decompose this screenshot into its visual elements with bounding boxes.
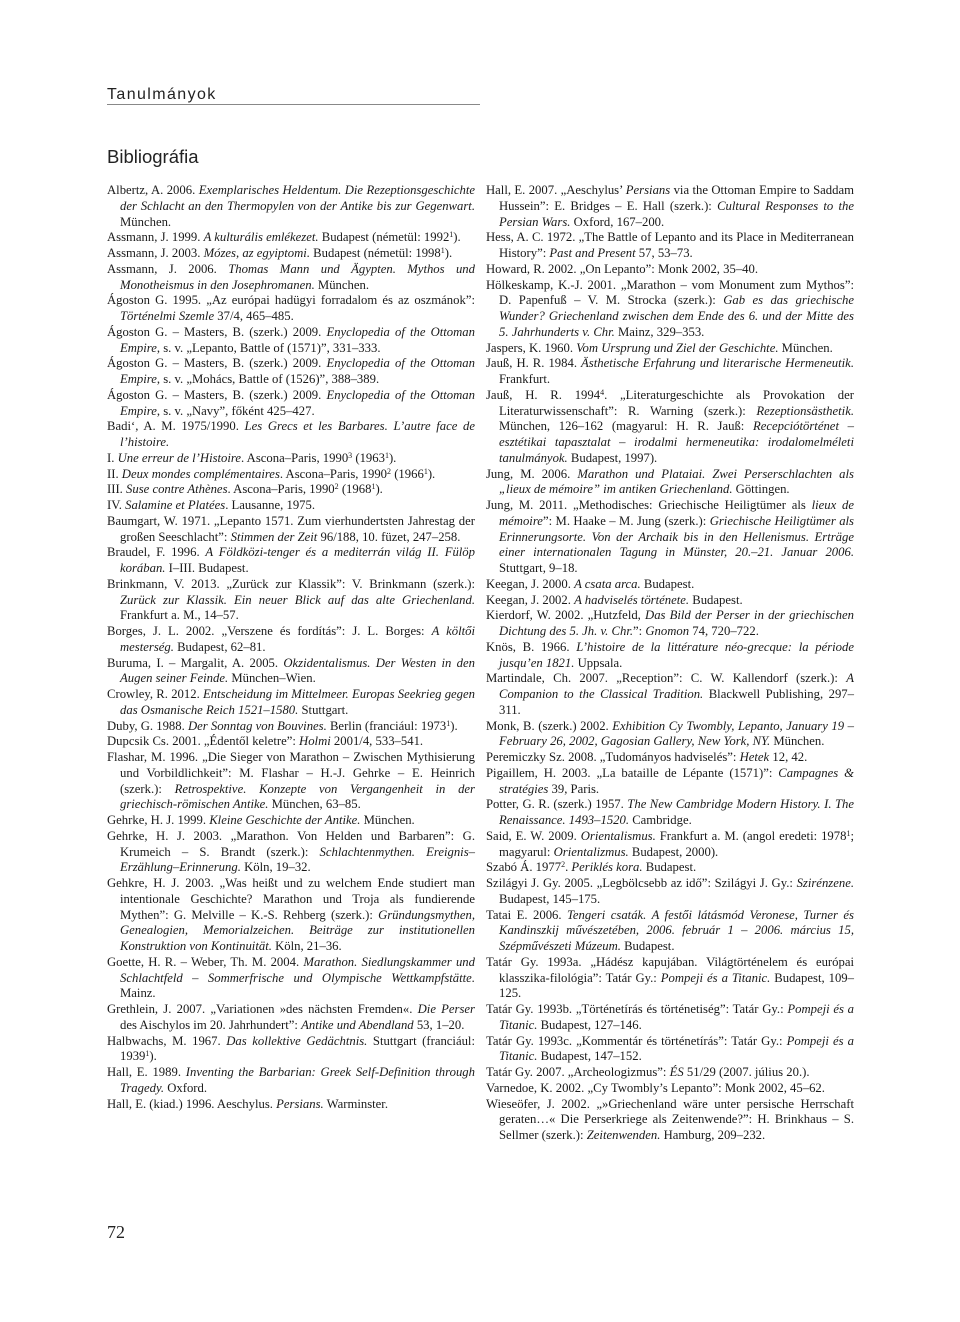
bibliography-entry: Varnedoe, K. 2002. „Cy Twombly’s Lepanto”: Monk 2002, 45–62. [486, 1080, 825, 1095]
bibliography-entry: Assmann, J. 2003. Mózes, az egyiptomi. Budapest (németül: 1998$^1$). [107, 246, 453, 260]
bibliography-entry: III. Suse contre Athènes. Ascona–Paris, 1990$^2$ (1968$^1$). [107, 482, 383, 497]
bibliography-left-column [107, 183, 475, 1112]
page-number: 72 [107, 1222, 125, 1242]
bibliography-entry: Assmann, J. 2006. Thomas Mann und Ägypten. Mythos und Monotheismus in den Josephromanen. München. [107, 261, 475, 292]
section-header-label: Tanulmányok [107, 86, 217, 103]
bibliography-entry: Tatár Gy. 1993c. „Kommentár és történetírás”: Tatár Gy.: Pompeji és a Titanic. Budapest, 147–152. [486, 1033, 854, 1064]
bibliography-entry: Crowley, R. 2012. Entscheidung im Mittelmeer. Europas Seekrieg gegen das Osmanische Reich 1521–1580. Stuttgart. [107, 687, 475, 717]
bibliography-entry: Flashar, M. 1996. „Die Sieger von Marathon – Zwischen Mythisierung und Vorbildlichkeit”: M. Flashar – H.-J. Gehrke – E. Heinrich (szerk.): Retrospektive. Konzepte von Vergangenheit in der griechisch-römischen Antike. München, 63–85. [107, 750, 475, 812]
bibliography-entry: Gehkre, H. J. 2003. „Was heißt und zu welchem Ende studiert man intentionale Geschichte? Marathon und Troja als fundierende Mythen”: G. Melville – K.-S. Rehberg (szerk.): Gründungsmythen, Genealogien, Memorialzeichen. Beiträge zur institutionellen Konstruktion von Kontinuität. Köln, 21–36. [107, 876, 475, 953]
bibliography-entry: Howard, R. 2002. „On Lepanto”: Monk 2002, 35–40. [486, 261, 759, 276]
bibliography-entry: Albertz, A. 2006. Exemplarisches Heldentum. Die Rezeptionsgeschichte der Schlacht an den Thermopylen von der Antike bis zur Gegenwart. München. [107, 183, 475, 229]
bibliography-entry: Tatár Gy. 2007. „Archeologizmus”: ÉS 51/29 (2007. július 20.). [486, 1065, 810, 1079]
bibliography-entry: Ágoston G. 1995. „Az európai hadügyi forradalom és az oszmánok”: Történelmi Szemle 37/4, 465–485. [107, 293, 475, 323]
bibliography-entry: Jaspers, K. 1960. Vom Ursprung und Ziel der Geschichte. München. [486, 340, 833, 355]
bibliography-entry: Jauß, H. R. 1994$^4$. „Literaturgeschichte als Provokation der Literaturwissenschaft”: R. Warning (szerk.): Rezeptionsästhetik. München, 126–162 (magyarul: H. R. Jauß: Recepciótörténet – esztétikai tapasztalat – irodalmi hermeneutika: irodalomelméleti tanulmányok. Budapest, 1997). [486, 387, 854, 465]
bibliography-entry: Baumgart, W. 1971. „Lepanto 1571. Zum vierhundertsten Jahrestag der großen Seeschlacht”: Stimmen der Zeit 96/188, 10. füzet, 247–258. [107, 513, 475, 544]
bibliography-entry: Gehrke, H. J. 2003. „Marathon. Von Helden und Barbaren”: G. Krumeich – S. Brandt (szerk.): Schlachtenmythen. Ereignis–Erzählung–Erinnerung. Köln, 19–32. [107, 828, 475, 875]
bibliography-entry: Ágoston G. – Masters, B. (szerk.) 2009. Enyclopedia of the Ottoman Empire, s. v. „Lepanto, Battle of (1571)”, 331–333. [107, 324, 475, 355]
bibliography-entry: Goette, H. R. – Weber, Th. M. 2004. Marathon. Siedlungskammer und Schlachtfeld – Sommerfrische und Olympische Wettkampfstätte. Mainz. [107, 954, 475, 1001]
bibliography-entry: Keegan, J. 2002. A hadviselés története. Budapest. [486, 592, 743, 607]
bibliography-entry: Szilágyi J. Gy. 2005. „Legbölcsebb az idő”: Szilágyi J. Gy.: Szirénzene. Budapest, 145–175. [486, 876, 854, 906]
bibliography-entry: Martindale, Ch. 2007. „Reception”: C. W. Kallendorf (szerk.): A Companion to the Classical Tradition. Blackwell Publishing, 297–311. [486, 671, 854, 717]
header-divider [107, 104, 480, 105]
bibliography-entry: Braudel, F. 1996. A Földközi-tenger és a mediterrán világ II. Fülöp korában. I–III. Budapest. [107, 545, 475, 575]
bibliography-entry: Tatai E. 2006. Tengeri csaták. A festői látásmód Veronese, Turner és Kandinszkij művészetében, 2006. február 1 – 2006. március 15, Szépművészeti Múzeum. Budapest. [486, 907, 854, 953]
bibliography-entry: Assmann, J. 1999. A kulturális emlékezet. Budapest (németül: 1992$^1$). [107, 230, 461, 245]
bibliography-entry: Duby, G. 1988. Der Sonntag von Bouvines. Berlin (franciául: 1973$^1$). [107, 718, 458, 733]
bibliography-entry: Said, E. W. 2009. Orientalismus. Frankfurt a. M. (angol eredeti: 1978$^1$; magyarul: Orientalizmus. Budapest, 2000). [486, 828, 854, 859]
bibliography-entry: Hall, E. (kiad.) 1996. Aeschylus. Persians. Warminster. [107, 1096, 389, 1111]
bibliography-entry: Kierdorf, W. 2002. „Hutzfeld, Das Bild der Perser in der griechischen Dichtung des 5. Jh. v. Chr.”: Gnomon 74, 720–722. [486, 608, 854, 638]
bibliography-entry: Grethlein, J. 2007. „Variationen »des nächsten Fremden«. Die Perser des Aischylos im 20. Jahrhundert”: Antike und Abendland 53, 1–20. [107, 1002, 475, 1032]
bibliography-entry: Jauß, H. R. 1984. Ästhetische Erfahrung und literarische Hermeneutik. Frankfurt. [486, 356, 854, 386]
bibliography-entry: Potter, G. R. (szerk.) 1957. The New Cambridge Modern History. I. The Renaissance. 1493–1520. Cambridge. [486, 797, 854, 827]
bibliography-entry: II. Deux mondes complémentaires. Ascona–Paris, 1990$^2$ (1966$^1$). [107, 466, 436, 481]
bibliography-entry: IV. Salamine et Platées. Lausanne, 1975. [107, 498, 316, 512]
bibliography-right-column [486, 183, 854, 1144]
bibliography-entry: Hölkeskamp, K.-J. 2001. „Marathon – vom Monument zum Mythos”: D. Papenfuß – V. M. Strocka (szerk.): Gab es das griechische Wunder? Griechenland zwischen dem Ende des 6. und der Mitte des 5. Jahrhunderts v. Chr. Mainz, 329–353. [486, 277, 854, 339]
bibliography-entry: Gehrke, H. J. 1999. Kleine Geschichte der Antike. München. [107, 813, 415, 827]
bibliography-entry: Peremiczky Sz. 2008. „Tudományos hadviselés”: Hetek 12, 42. [486, 750, 808, 764]
bibliography-entry: Tatár Gy. 1993b. „Történetírás és történetiség”: Tatár Gy.: Pompeji és a Titanic. Budapest, 127–146. [486, 1002, 855, 1032]
bibliography-entry: Jung, M. 2011. „Methodisches: Griechische Heiligtümer als lieux de mémoire”: M. Haake – M. Jung (szerk.): Griechische Heiligtümer als Erinnerungsorte. Von der Archaik bis in den Hellenismus. Erträge einer internationalen Tagung in Münster, 20.–21. Januar 2006. Stuttgart, 9–18. [486, 498, 854, 575]
bibliography-entry: Hall, E. 1989. Inventing the Barbarian: Greek Self-Definition through Tragedy. Oxford. [107, 1065, 475, 1095]
bibliography-entry: Halbwachs, M. 1967. Das kollektive Gedächtnis. Stuttgart (franciául: 1939$^1$). [107, 1033, 475, 1064]
bibliography-entry: Brinkmann, V. 2013. „Zurück zur Klassik”: V. Brinkmann (szerk.): Zurück zur Klassik. Ein neuer Blick auf das alte Griechenland. Frankfurt a. M., 14–57. [107, 576, 475, 623]
page-title: Bibliográfia [107, 146, 199, 167]
bibliography-entry: Wieseöfer, J. 2002. „»Griechenland wäre unter persische Herrschaft geraten…« Die Perserkriege als Zeitenwende?”: H. Brinkhaus – S. Sellmer (szerk.): Zeitenwenden. Hamburg, 209–232. [486, 1096, 854, 1142]
bibliography-entry: Ágoston G. – Masters, B. (szerk.) 2009. Enyclopedia of the Ottoman Empire, s. v. „Mohács, Battle of (1526)”, 388–389. [107, 356, 475, 386]
bibliography-entry: Keegan, J. 2000. A csata arca. Budapest. [486, 576, 695, 591]
bibliography-entry: Pigaillem, H. 2003. „La bataille de Lépante (1571)”: Campagnes & stratégies 39, Paris. [486, 765, 854, 796]
bibliography-entry: I. Une erreur de l’Histoire. Ascona–Paris, 1990$^3$ (1963$^1$). [107, 450, 397, 465]
bibliography-entry: Szabó Á. 1977$^2$. Periklés kora. Budapest. [486, 860, 697, 875]
bibliography-entry: Dupcsik Cs. 2001. „Édentől keletre”: Holmi 2001/4, 533–541. [107, 734, 424, 749]
bibliography-entry: Monk, B. (szerk.) 2002. Exhibition Cy Twombly, Lepanto, January 19 – February 26, 2002, Gagosian Gallery, New York, NY. München. [486, 718, 855, 749]
bibliography-entry: Buruma, I. – Margalit, A. 2005. Okzidentalismus. Der Westen in den Augen seiner Feinde. München–Wien. [107, 655, 475, 686]
bibliography-entry: Knös, B. 1966. L’histoire de la littérature néo-grecque: la période jusqu’en 1821. Uppsala. [486, 639, 854, 670]
bibliography-entry: Hess, A. C. 1972. „The Battle of Lepanto and its Place in Mediterranean History”: Past and Present 57, 53–73. [486, 230, 854, 260]
bibliography-entry: Badi‘, A. M. 1975/1990. Les Grecs et les Barbares. L’autre face de l’histoire. [107, 419, 475, 449]
bibliography-entry: Borges, J. L. 2002. „Verszene és fordítás”: J. L. Borges: A költői mesterség. Budapest, 62–81. [107, 624, 475, 654]
bibliography-entry: Jung, M. 2006. Marathon und Plataiai. Zwei Perserschlachten als „lieux de mémoire” im antiken Griechenland. Göttingen. [486, 466, 854, 497]
bibliography-entry: Tatár Gy. 1993a. „Hádész kapujában. Világtörténelem és európai klasszika-filológia”: Tatár Gy.: Pompeji és a Titanic. Budapest, 109–125. [486, 954, 854, 1001]
bibliography-entry: Hall, E. 2007. „Aeschylus’ Persians via the Ottoman Empire to Saddam Hussein”: E. Bridges – E. Hall (szerk.): Cultural Responses to the Persian Wars. Oxford, 167–200. [486, 183, 854, 229]
bibliography-entry: Ágoston G. – Masters, B. (szerk.) 2009. Enyclopedia of the Ottoman Empire, s. v. „Navy”, főként 425–427. [107, 387, 475, 418]
